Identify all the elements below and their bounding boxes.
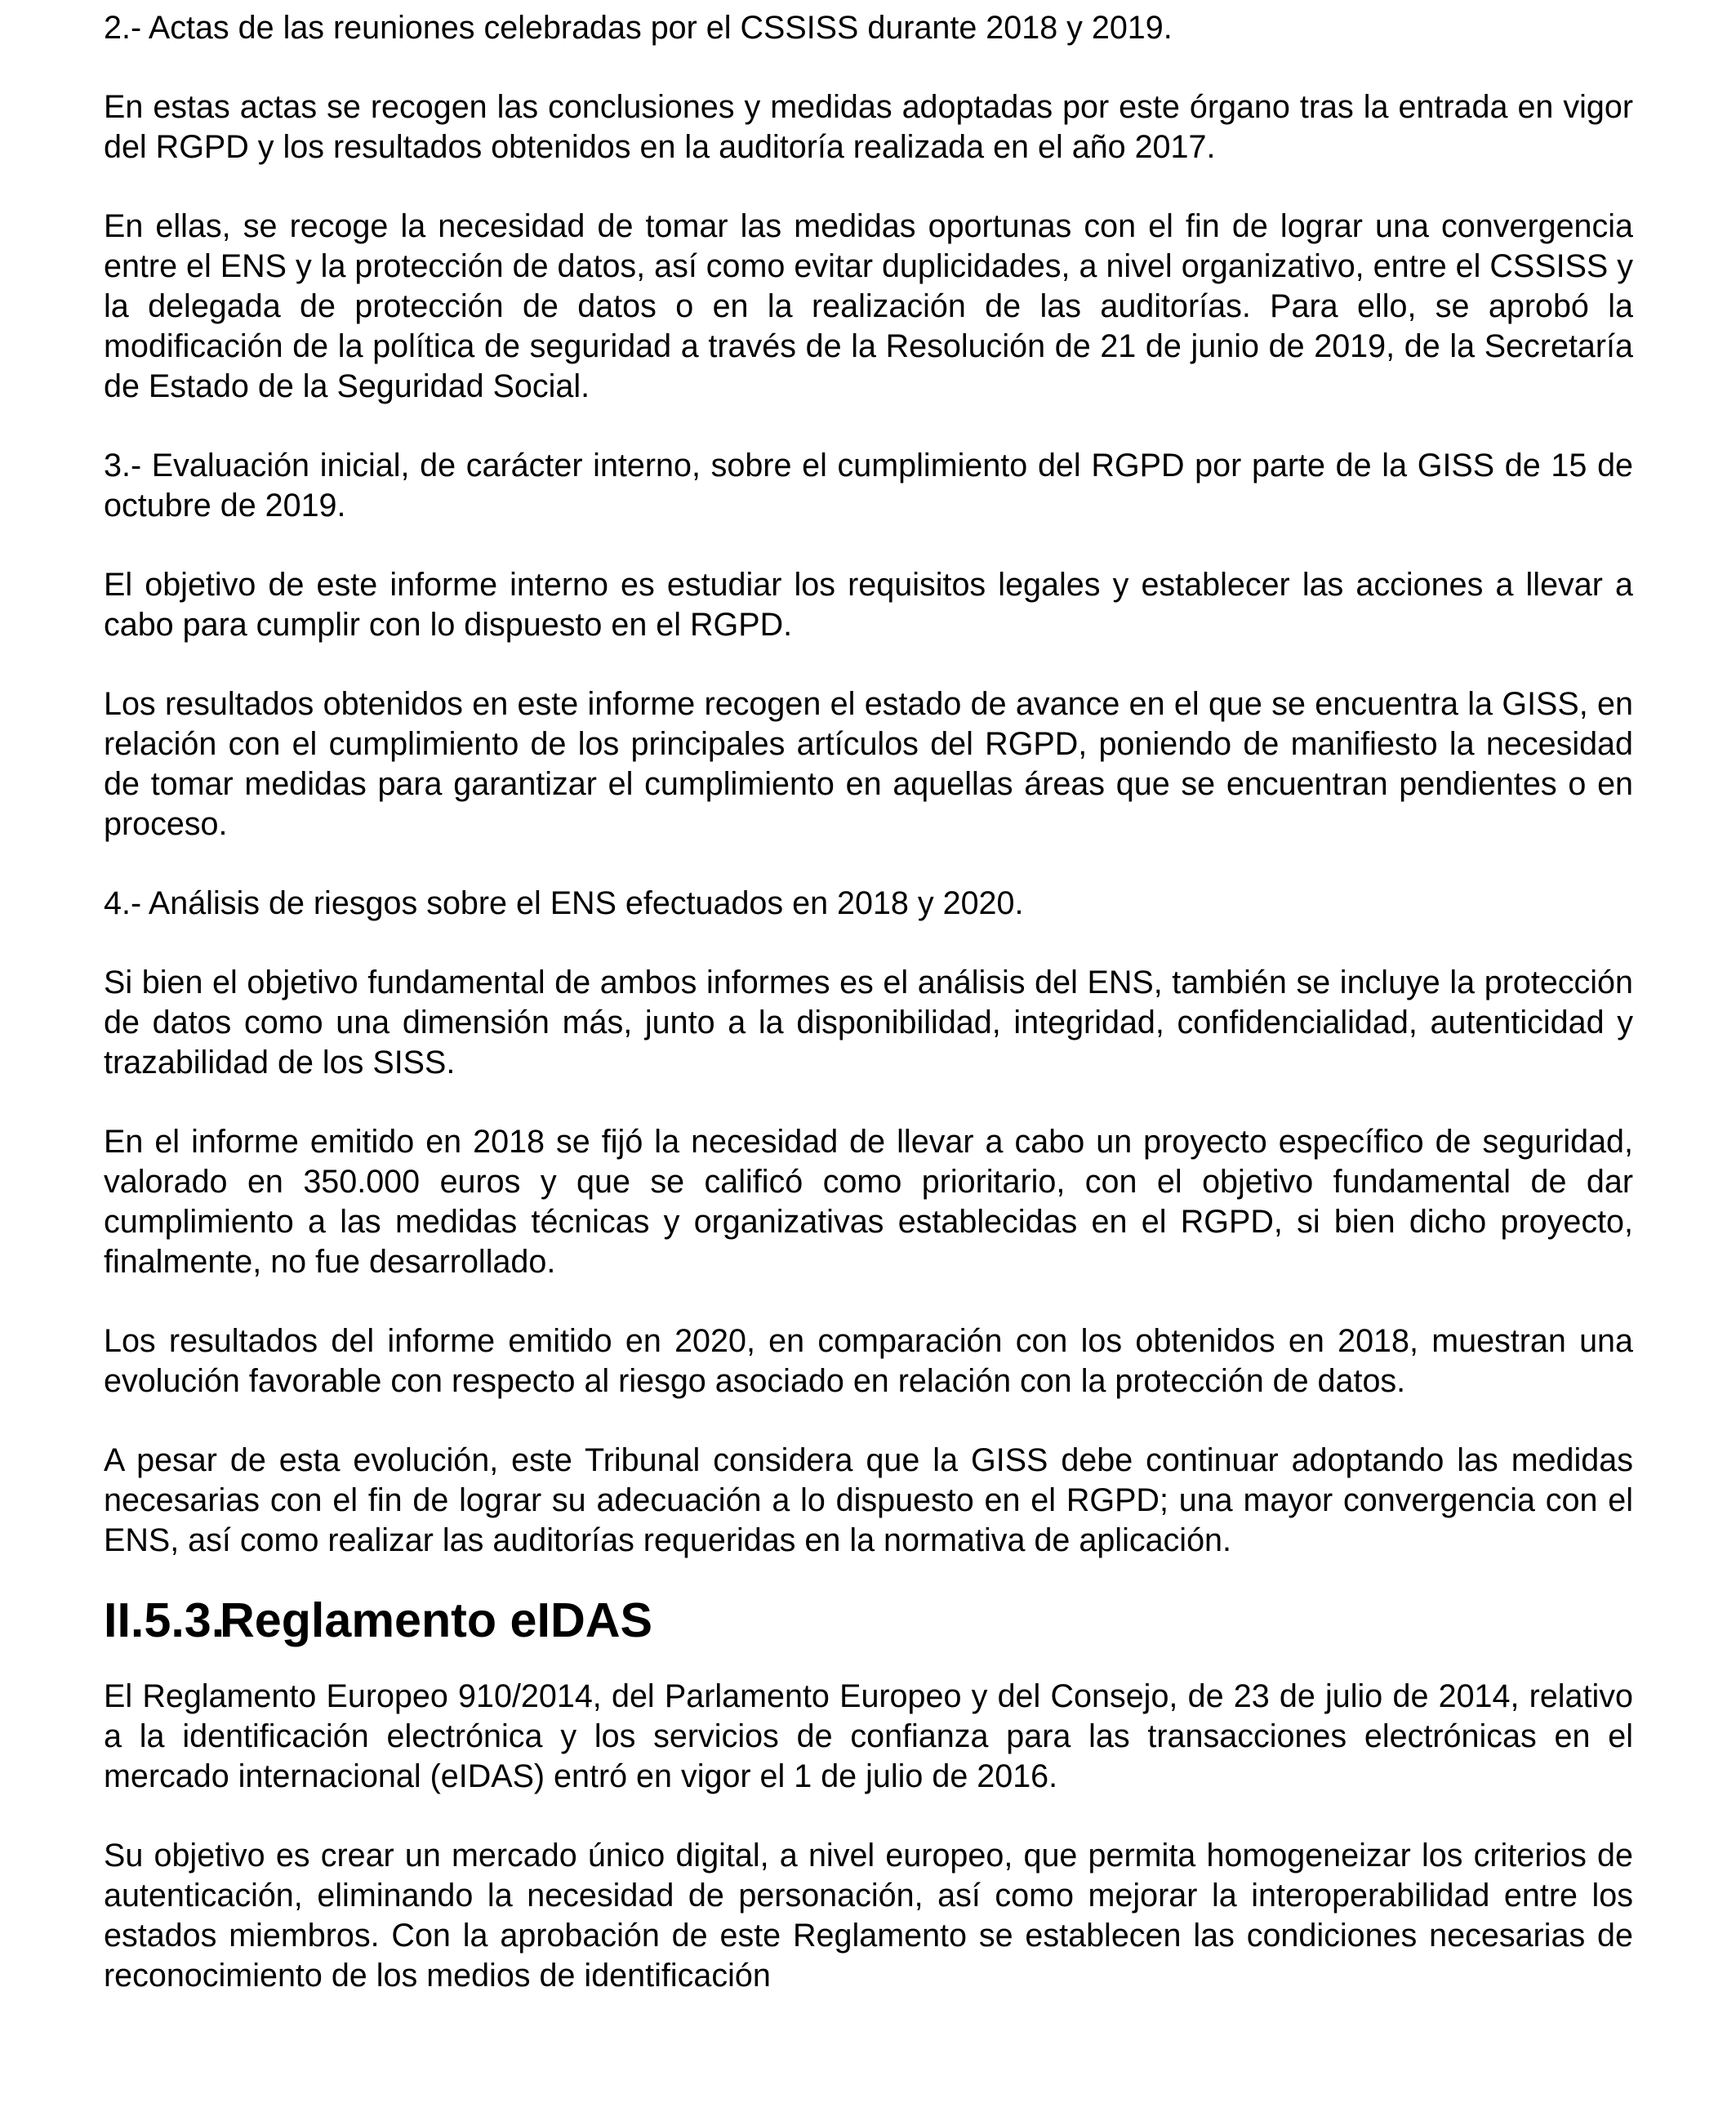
paragraph: A pesar de esta evolución, este Tribunal considera que la GISS debe continuar adoptando las medidas necesarias con el fin de lograr su adecuación a lo dispuesto en el RGPD; una mayor convergencia con el ENS, así como realizar las auditorías requeridas en la normativa de aplicación. <box>104 1442 1633 1558</box>
paragraph: En ellas, se recoge la necesidad de tomar las medidas oportunas con el fin de lograr una convergencia entre el ENS y la protección de datos, así como evitar duplicidades, a nivel organizativo, entre el CSSISS y la delegada de protección de datos o en la realización de las auditorías. Para ello, se aprobó la modificación de la política de seguridad a través de la Resolución de 21 de junio de 2019, de la Secretaría de Estado de la Seguridad Social. <box>104 208 1633 404</box>
section-title: Reglamento eIDAS <box>220 1593 653 1647</box>
paragraph: El objetivo de este informe interno es estudiar los requisitos legales y establecer las acciones a llevar a cabo para cumplir con lo dispuesto en el RGPD. <box>104 567 1633 643</box>
paragraph: Si bien el objetivo fundamental de ambos informes es el análisis del ENS, también se incluye la protección de datos como una dimensión más, junto a la disponibilidad, integridad, confidencialidad, autenticidad y trazabilidad de los SISS. <box>104 965 1633 1080</box>
paragraph: Los resultados obtenidos en este informe recogen el estado de avance en el que se encuentra la GISS, en relación con el cumplimiento de los principales artículos del RGPD, poniendo de manifiesto la necesidad de tomar medidas para garantizar el cumplimiento en aquellas áreas que se encuentran pendientes o en proceso. <box>104 686 1633 842</box>
document-page <box>104 8 1633 1996</box>
list-item-evaluacion: 3.- Evaluación inicial, de carácter interno, sobre el cumplimiento del RGPD por parte de la GISS de 15 de octubre de 2019. <box>104 448 1633 524</box>
paragraph: Los resultados del informe emitido en 2020, en comparación con los obtenidos en 2018, muestran una evolución favorable con respecto al riesgo asociado en relación con la protección de datos. <box>104 1323 1633 1399</box>
list-item-actas: 2.- Actas de las reuniones celebradas por el CSSISS durante 2018 y 2019. <box>104 10 1173 46</box>
list-item-analisis: 4.- Análisis de riesgos sobre el ENS efectuados en 2018 y 2020. <box>104 885 1024 921</box>
paragraph: En el informe emitido en 2018 se fijó la necesidad de llevar a cabo un proyecto específico de seguridad, valorado en 350.000 euros y que se calificó como prioritario, con el objetivo fundamental de dar cumplimiento a las medidas técnicas y organizativas establecidas en el RGPD, si bien dicho proyecto, finalmente, no fue desarrollado. <box>104 1124 1633 1280</box>
paragraph: En estas actas se recogen las conclusiones y medidas adoptadas por este órgano tras la entrada en vigor del RGPD y los resultados obtenidos en la auditoría realizada en el año 2017. <box>104 89 1633 165</box>
paragraph: Su objetivo es crear un mercado único digital, a nivel europeo, que permita homogeneizar los criterios de autenticación, eliminando la necesidad de personación, así como mejorar la interoperabilidad entre los estados miembros. Con la aprobación de este Reglamento se establecen las condiciones necesarias de reconocimiento de los medios de identificación <box>104 1838 1633 1994</box>
section-number: II.5.3. <box>104 1593 225 1647</box>
paragraph: El Reglamento Europeo 910/2014, del Parlamento Europeo y del Consejo, de 23 de julio de 2014, relativo a la identificación electrónica y los servicios de confianza para las transacciones electrónicas en el mercado internacional (eIDAS) entró en vigor el 1 de julio de 2016. <box>104 1678 1633 1794</box>
section-heading <box>104 1593 1633 1647</box>
